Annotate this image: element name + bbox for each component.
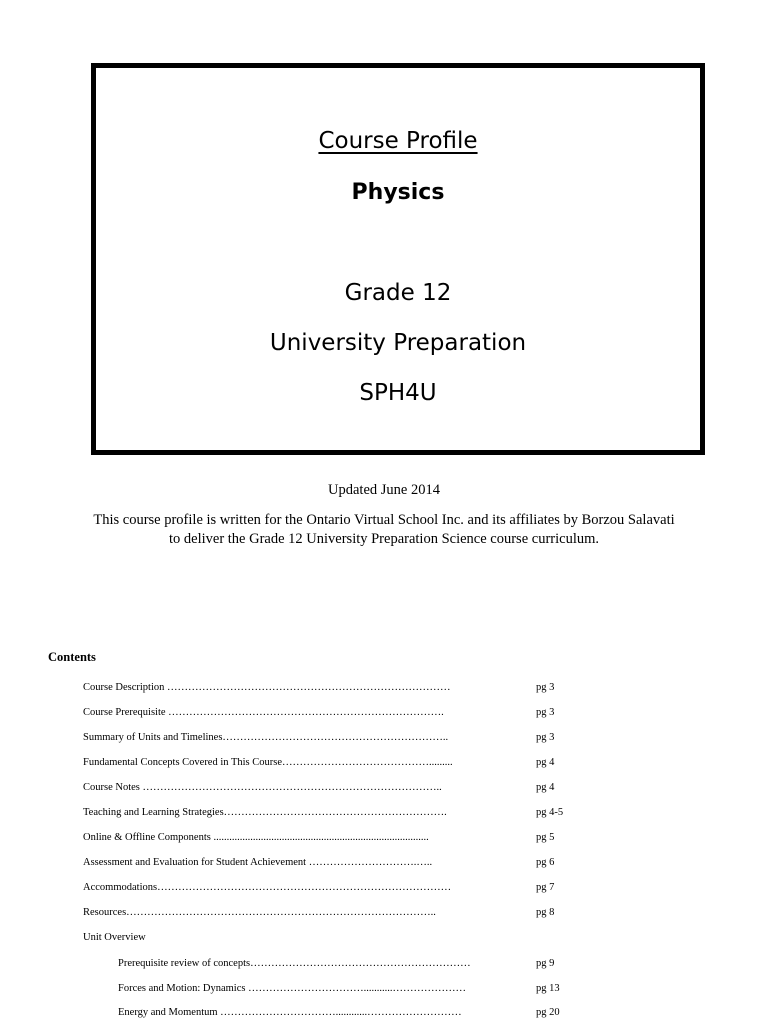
- pathway-label: University Preparation: [269, 330, 527, 356]
- toc-entry-page: pg 3: [536, 682, 555, 693]
- title-box: [91, 63, 705, 455]
- toc-entry-page: pg 20: [536, 1007, 560, 1018]
- grade-label: Grade 12: [344, 280, 452, 306]
- toc-entry-title: Assessment and Evaluation for Student Achievement ………………………….…..: [83, 857, 433, 868]
- toc-entry-title: Fundamental Concepts Covered in This Course…………………………………….........: [83, 757, 453, 768]
- toc-entry-page: pg 5: [536, 832, 555, 843]
- toc-entry-page: pg 9: [536, 958, 555, 969]
- toc-entry-title: Online & Offline Components ..................................................................................: [83, 832, 429, 843]
- toc-entry-title: Course Description ………………………………………………………………………: [83, 682, 451, 693]
- toc-entry-title: Summary of Units and Timelines………………………………………………………..: [83, 732, 449, 743]
- contents-heading: Contents: [48, 650, 96, 664]
- toc-entry-page: pg 13: [536, 983, 560, 994]
- toc-entry-title: Course Prerequisite …………………………………………………………………….: [83, 707, 444, 718]
- toc-entry-page: pg 4: [536, 782, 555, 793]
- toc-entry-title: Accommodations…………………………………………………………………………: [83, 882, 452, 893]
- toc-entry-page: pg 4: [536, 757, 555, 768]
- course-profile-heading: Course Profile: [318, 128, 478, 154]
- toc-entry-title: Teaching and Learning Strategies……………………………………………………….: [83, 807, 447, 818]
- updated-date: Updated June 2014: [328, 482, 440, 498]
- toc-entry-page: pg 3: [536, 707, 555, 718]
- toc-entry-title: Energy and Momentum ……………………………............………………………: [118, 1007, 462, 1018]
- toc-entry-title: Course Notes …………………………………………………………………………..: [83, 782, 442, 793]
- toc-entry-title: Resources……………………………………………………………………………..: [83, 907, 436, 918]
- toc-entry-page: pg 4-5: [536, 807, 564, 818]
- toc-entry-page: pg 3: [536, 732, 555, 743]
- toc-entry-title: Forces and Motion: Dynamics ……………………………...........…………………: [118, 983, 466, 994]
- toc-entry-title: Unit Overview: [83, 932, 146, 943]
- toc-entry-page: pg 7: [536, 882, 555, 893]
- toc-entry-page: pg 8: [536, 907, 555, 918]
- intro-paragraph: This course profile is written for the Ontario Virtual School Inc. and its affiliates by Borzou Salavati to deliver the Grade 12 University Preparation Science course curriculum.: [93, 512, 675, 547]
- toc-entry-page: pg 6: [536, 857, 555, 868]
- toc-entry-title: Prerequisite review of concepts………………………………………………………: [118, 958, 471, 969]
- subject-title: Physics: [351, 180, 445, 205]
- course-code: SPH4U: [359, 380, 437, 406]
